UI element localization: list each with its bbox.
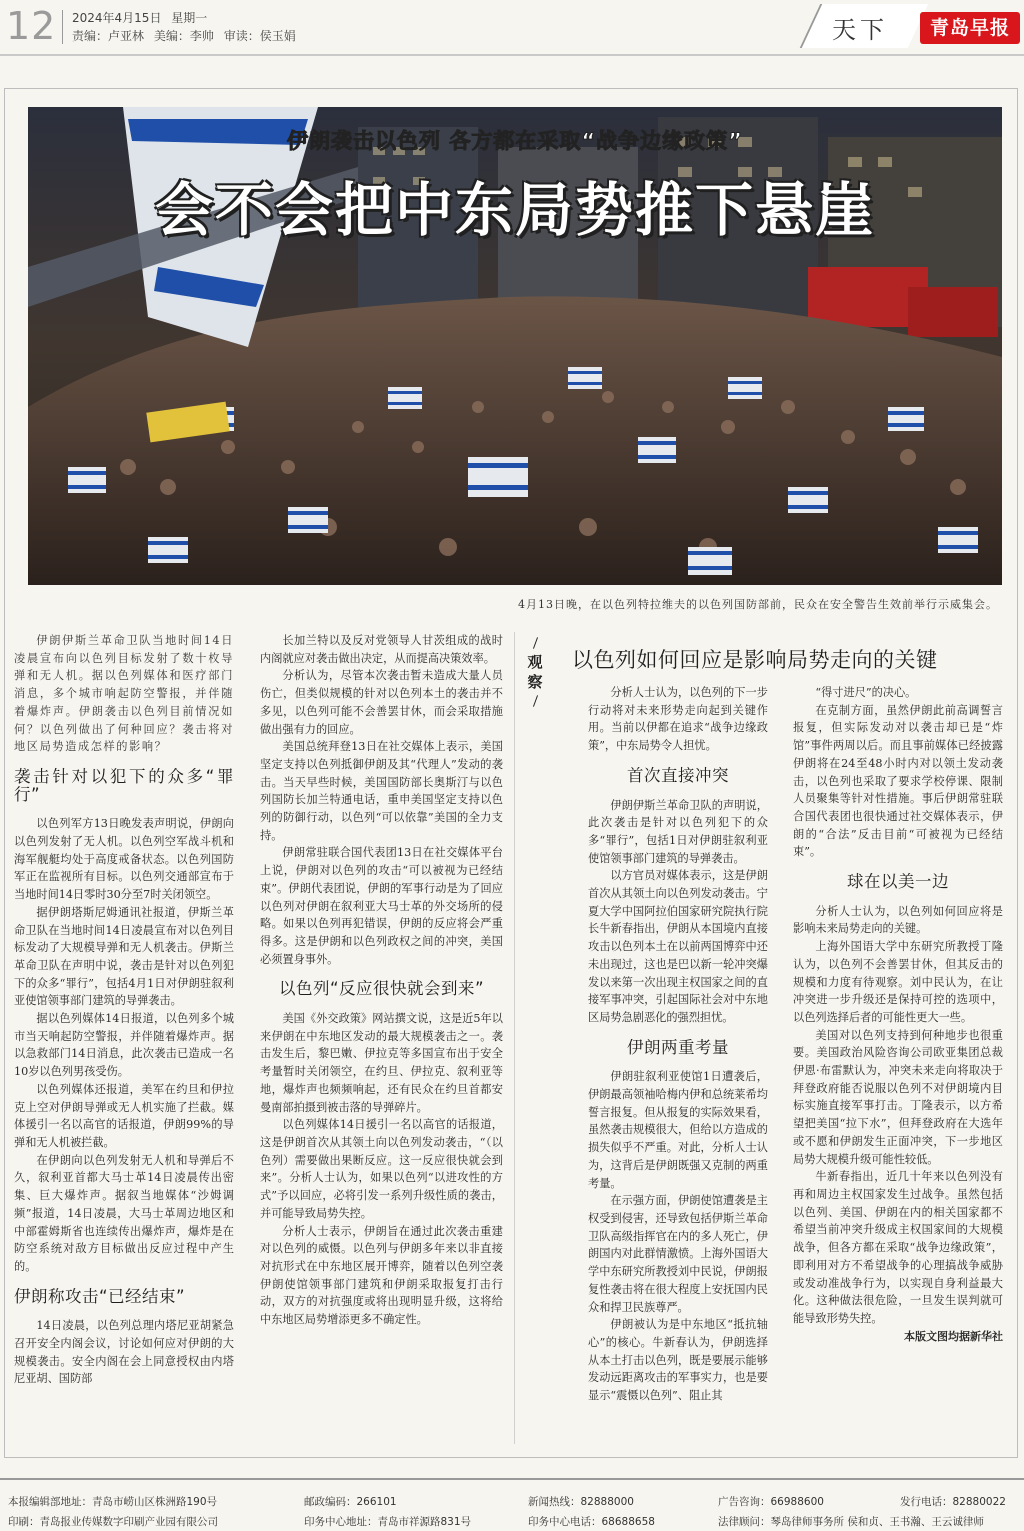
paragraph: 长加兰特以及反对党领导人甘茨组成的战时内阁就应对袭击做出决定，从而提高决策效率。	[260, 634, 503, 665]
editor-credit: 责编：卢亚林	[72, 29, 145, 43]
masthead	[0, 0, 1024, 56]
footer-print-phone: 印务中心电话：68688658	[528, 1516, 655, 1528]
issue-date: 2024年4月15日	[72, 11, 162, 25]
masthead-divider	[62, 10, 63, 44]
paragraph: 分析人士表示，伊朗旨在通过此次袭击重建对以色列的威慑。以色列与伊朗多年来以非直接对抗形式在中东地区展开博弈，随着以色列空袭伊朗使馆领事部门建筑和伊朗采取报复打击行动，双方的对抗强度或将出现明显升级，这将给中东地区局势增添更多不确定性。	[260, 1224, 503, 1327]
article-lead: 伊朗伊斯兰革命卫队当地时间14日凌晨宣布向以色列目标发射了数十枚导弹和无人机。据以色列媒体和医疗部门消息，多个城市响起防空警报，并伴随着爆炸声。伊朗袭击以色列目前情况如何？以色列做出了何种回应？袭击将对地区局势造成怎样的影响？	[14, 634, 234, 754]
footer-print-address: 印务中心地址：青岛市祥源路831号	[304, 1516, 472, 1528]
article-column-1	[14, 632, 234, 1388]
paragraph: 牛新春指出，近几十年来以色列没有再和周边主权国家发生过战争。虽然包括以色列、美国、伊朗在内的相关国家都不希望当前冲突升级成主权国家间的大规模战争，但各方都在采取“战争边缘政策”，即利用对方不希望战争的心理搞战争威胁或发动准战争行为，以实现自身利益最大化。这种做法很危险，一旦发生误判就可能导致形势失控。	[793, 1170, 1003, 1325]
feature-column-2	[793, 684, 1003, 1345]
paragraph: “得寸进尺”的决心。	[815, 686, 917, 699]
headline-kicker: 伊朗袭击以色列 各方都在采取“战争边缘政策”	[287, 129, 743, 153]
reviewer-credit: 审读：侯玉娟	[223, 29, 296, 43]
subheading-crimes: 袭击针对以犯下的众多“罪行”	[14, 766, 234, 804]
paragraph: 以方官员对媒体表示，这是伊朗首次从其领土向以色列发动袭击。宁夏大学中国阿拉伯国家研究院执行院长牛新春指出，伊朗从本国境内直接攻击以色列本土在以前两国博弈中还未出现过，这也是巴以新一轮冲突爆发以来第一次出现主权国家之间的直接军事冲突，引起国际社会对中东地区局势急剧恶化的强烈担忧。	[588, 869, 768, 1024]
paragraph: 据伊朗塔斯尼姆通讯社报道，伊斯兰革命卫队在当地时间14日凌晨宣布对以色列目标发动了大规模导弹和无人机袭击。伊斯兰革命卫队在声明中说，袭击是针对以色列犯下的众多“罪行”，包括4月1日对伊朗驻叙利亚使馆领事部门建筑的导弹袭击。	[14, 905, 234, 1008]
subheading-iran-considerations: 伊朗两重考量	[627, 1037, 729, 1057]
paragraph: 据以色列媒体14日报道，以色列多个城市当天响起防空警报，并伴随着爆炸声。据以急救部门14日消息，此次袭击已造成一名10岁以色列男孩受伤。	[14, 1012, 234, 1079]
designer-credit: 美编：李帅	[153, 29, 214, 43]
paragraph: 以色列军方13日晚发表声明说，伊朗向以色列发射了无人机。以色列空军战斗机和海军舰艇均处于高度戒备状态。以色列国防军正在监视所有目标。以色列交通部宣布于当地时间14日零时30分至7时关闭领空。	[14, 817, 234, 902]
lead-photo	[28, 107, 1002, 585]
footer-printer: 印刷：青岛报业传媒数字印刷产业园有限公司	[8, 1516, 218, 1528]
footer-ad-hotline: 广告咨询：66988600	[718, 1496, 824, 1508]
feature-column-1	[588, 684, 768, 1405]
subheading-israel-response: 以色列“反应很快就会到来”	[278, 979, 485, 999]
paragraph: 美国对以色列支持到何种地步也很重要。美国政治风险咨询公司欧亚集团总裁伊恩·布雷默认为，冲突未来走向将取决于拜登政府能否说服以色列不对伊朗境内目标实施直接军事打击。丁隆表示，以方希望把美国“拉下水”，但拜登政府在大选年或不愿和伊朗发生正面冲突，下一步地区局势大规模升级可能性较低。	[793, 1028, 1003, 1166]
paragraph: 在示强方面，伊朗使馆遭袭是主权受到侵害，还导致包括伊斯兰革命卫队高级指挥官在内的多人死亡，伊朗国内对此群情激愤。上海外国语大学中东研究所教授刘中民说，伊朗报复性袭击将在很大程度上安抚国内民众和捍卫民族尊严。	[588, 1194, 768, 1314]
masthead-rule	[0, 54, 1024, 56]
paragraph: 14日凌晨，以色列总理内塔尼亚胡紧急召开安全内阁会议，讨论如何应对伊朗的大规模袭击。安全内阁在会上同意授权由内塔尼亚胡、国防部	[14, 1319, 234, 1386]
section-tag-label: 观察	[527, 653, 543, 691]
footer-distribution: 发行电话：82880022	[900, 1496, 1006, 1508]
channel-name: 天下	[832, 16, 888, 44]
section-tag-observation	[524, 634, 546, 710]
photo-caption: 4月13日晚，在以色列特拉维夫的以色列国防部前，民众在安全警告生效前举行示威集会。	[518, 598, 998, 611]
feature-title: 以色列如何回应是影响局势走向的关键	[572, 648, 938, 672]
paragraph: 伊朗常驻联合国代表团13日在社交媒体平台上说，伊朗对以色列的攻击“可以被视为已经结束”。伊朗代表团说，伊朗的军事行动是为了回应以色列对伊朗在叙利亚大马士革的外交场所的侵略。如果以色列再犯错误，伊朗的反应将会严重得多。这是伊朗和以色列政权之间的冲突，美国必须置身事外。	[260, 846, 503, 966]
footer-postcode: 邮政编码：266101	[304, 1496, 397, 1508]
subheading-ball-in-court: 球在以美一边	[847, 872, 949, 892]
paragraph: 在克制方面，虽然伊朗此前高调誓言报复，但实际发动对以袭击却已是“炸馆”事件两周以后。而且事前媒体已经披露伊朗将在24至48小时内对以领土发动袭击，以色列也采取了要求学校停课、限制人员聚集等针对性措施。事后伊朗常驻联合国代表团也很快通过社交媒体表示，伊朗的“合法”反击目前“可被视为已经结束”。	[793, 703, 1003, 859]
paragraph: 以色列媒体14日援引一名以高官的话报道，这是伊朗首次从其领土向以色列发动袭击，“（以色列）需要做出果断反应。这一反应很快就会到来”。分析人士认为，如果以色列“以进攻性的方式”予以回应，必将引发一系列升级性质的袭击，并可能导致局势失控。	[260, 1118, 503, 1220]
paragraph: 在伊朗向以色列发射无人机和导弹后不久，叙利亚首都大马士革14日凌晨传出密集、巨大爆炸声。据叙当地媒体“沙姆调频”报道，14日凌晨，大马士革周边地区和中部霍姆斯省也连续传出爆炸声，爆炸是在防空系统对敌方目标做出反应过程中产生的。	[14, 1153, 234, 1273]
footer-news-hotline: 新闻热线：82888000	[528, 1496, 634, 1508]
paragraph: 美国《外交政策》网站撰文说，这是近5年以来伊朗在中东地区发动的最大规模袭击之一。袭击发生后，黎巴嫩、伊拉克等多国宣布出于安全考量暂时关闭领空，在约旦、伊拉克、叙利亚等地，爆炸声也频频响起，还有民众在约旦首都安曼南部拍摄到被击落的导弹碎片。	[260, 1012, 503, 1114]
paragraph: 伊朗被认为是中东地区“抵抗轴心”的核心。牛新春认为，伊朗选择从本土打击以色列，既是要展示能够发动远距离攻击的军事实力，也是要显示“震慑以色列”、阻止其	[588, 1318, 768, 1403]
footer-rule	[0, 1478, 1024, 1480]
subheading-attack-ended: 伊朗称攻击“已经结束”	[14, 1286, 186, 1306]
article-column-2	[260, 632, 503, 1329]
paragraph: 分析人士认为，以色列如何回应将是影响未来局势走向的关键。	[793, 904, 1003, 936]
footer-legal: 法律顾问：琴岛律师事务所 侯和贞、王书瀚、王云诚律师	[718, 1516, 984, 1528]
paragraph: 分析认为，尽管本次袭击暂未造成大量人员伤亡，但类似规模的针对以色列本土的袭击并不多见，以色列可能不会善罢甘休，而会采取措施做出强有力的回应。	[260, 669, 503, 736]
paragraph: 分析人士认为，以色列的下一步行动将对未来形势走向起到关键作用。当前以伊都在追求“战争边缘政策”，中东局势令人担忧。	[588, 686, 768, 753]
main-headline: 会不会把中东局势推下悬崖	[154, 176, 875, 244]
paragraph: 伊朗驻叙利亚使馆1日遭袭后，伊朗最高领袖哈梅内伊和总统莱希均誓言报复。但从报复的实际效果看，虽然袭击规模很大，但给以方造成的损失似乎不严重。对此，分析人士认为，这背后是伊朗既强又克制的两重考量。	[588, 1070, 768, 1190]
issue-weekday: 星期一	[171, 11, 208, 25]
footer-address: 本报编辑部地址：青岛市崂山区株洲路190号	[8, 1496, 218, 1508]
paragraph: 伊朗伊斯兰革命卫队的声明说，此次袭击是针对以色列犯下的众多“罪行”，包括1日对伊朗驻叙利亚使馆领事部门建筑的导弹袭击。	[588, 798, 768, 865]
page-number: 12	[6, 4, 57, 48]
brand-logo: 青岛早报	[920, 12, 1020, 44]
paragraph: 上海外国语大学中东研究所教授丁隆认为，以色列不会善罢甘休，但其反击的规模和力度有待观察。刘中民认为，在让冲突进一步升级还是保持可控的选项中，以色列选择后者的可能性更大一些。	[793, 940, 1003, 1024]
column-divider	[514, 632, 515, 1444]
paragraph: 以色列媒体还报道，美军在约旦和伊拉克上空对伊朗导弹或无人机实施了拦截。媒体援引一名以高官的话报道，伊朗99%的导弹和无人机被拦截。	[14, 1082, 234, 1149]
source-credit: 本版文图均据新华社	[904, 1329, 1003, 1343]
paragraph: 美国总统拜登13日在社交媒体上表示，美国坚定支持以色列抵御伊朗及其“代理人”发动的袭击。当天早些时候，美国国防部长奥斯汀与以色列国防长加兰特通电话，重申美国坚定支持以色列的防御行动，以色列“可以依靠”美国的全力支持。	[260, 740, 503, 842]
subheading-first-direct-clash: 首次直接冲突	[627, 765, 729, 785]
masthead-meta	[72, 9, 302, 45]
